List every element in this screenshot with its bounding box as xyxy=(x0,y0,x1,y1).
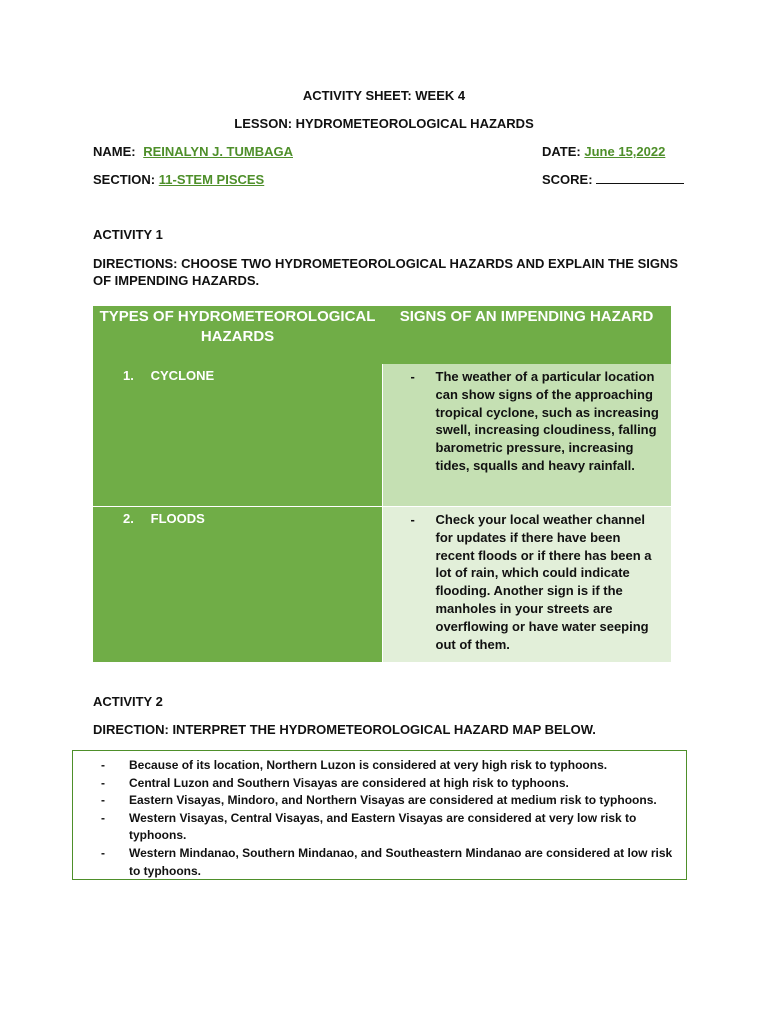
hazard-sign-text: The weather of a particular location can show signs of the approaching tropical cyclone, such as increasing swell, increasing cloudiness, falling barometric pressure, increasing tides, squalls and heavy rainfall. xyxy=(435,369,659,473)
activity1-directions-line1: DIRECTIONS: CHOOSE TWO HYDROMETEOROLOGICAL HAZARDS AND EXPLAIN THE SIGNS xyxy=(93,256,679,271)
list-item-text: Western Mindanao, Southern Mindanao, and Southeastern Mindanao are considered at low risk to typhoons. xyxy=(129,845,673,878)
list-item-text: Eastern Visayas, Mindoro, and Northern Visayas are considered at medium risk to typhoons. xyxy=(129,793,657,808)
list-item-text: Because of its location, Northern Luzon is considered at very high risk to typhoons. xyxy=(129,758,608,772)
score-label: SCORE: xyxy=(542,172,593,187)
bullet-dash: - xyxy=(101,793,105,808)
list-item-text: Central Luzon and Southern Visayas are considered at high risk to typhoons. xyxy=(129,775,569,790)
lesson-title: LESSON: HYDROMETEOROLOGICAL HAZARDS xyxy=(234,116,534,131)
activity2-direction: DIRECTION: INTERPRET THE HYDROMETEOROLOGICAL HAZARD MAP BELOW. xyxy=(93,722,596,737)
hazards-table xyxy=(93,306,671,662)
date-value: June 15,2022 xyxy=(584,144,666,159)
hazard-type: FLOODS xyxy=(150,511,205,526)
bullet-dash: - xyxy=(101,810,105,825)
bullet-dash: - xyxy=(101,845,105,860)
activity2-heading: ACTIVITY 2 xyxy=(93,694,163,709)
table-row xyxy=(93,364,671,507)
list-item xyxy=(101,792,686,810)
name-label: NAME: xyxy=(93,144,136,159)
hazard-sign-text: Check your local weather channel for updates if there have been recent floods or if there has been a lot of rain, which could indicate flooding. Another sign is if the manholes in your streets are overflowing or have water seeping out of them. xyxy=(435,512,652,652)
interpretation-list xyxy=(73,751,686,880)
list-item xyxy=(101,757,686,775)
list-item xyxy=(101,845,686,880)
date-label: DATE: xyxy=(542,144,581,159)
hazard-type-cell xyxy=(93,364,382,507)
bullet-dash: - xyxy=(410,512,415,527)
header-types-line1: TYPES OF HYDROMETEOROLOGICAL xyxy=(99,308,376,325)
bullet-dash: - xyxy=(101,775,105,790)
table-header-row xyxy=(93,306,671,364)
list-item xyxy=(101,810,686,845)
activity1-directions-line2: OF IMPENDING HAZARDS. xyxy=(93,273,260,288)
name-value: REINALYN J. TUMBAGA xyxy=(143,144,293,159)
activity1-heading: ACTIVITY 1 xyxy=(93,227,163,242)
hazard-sign-cell xyxy=(382,507,671,663)
interpretation-box xyxy=(72,750,687,880)
hazard-sign-cell xyxy=(382,364,671,507)
score-blank-line xyxy=(596,173,684,184)
header-signs-text: SIGNS OF AN IMPENDING HAZARD xyxy=(399,308,654,325)
sheet-title: ACTIVITY SHEET: WEEK 4 xyxy=(302,88,466,103)
hazard-type-cell xyxy=(93,507,382,663)
header-types xyxy=(93,306,382,364)
name-row xyxy=(93,144,293,159)
section-label: SECTION: xyxy=(93,172,156,187)
score-row xyxy=(542,172,684,187)
header-types-line2: HAZARDS xyxy=(200,328,275,345)
list-item xyxy=(101,775,686,793)
header-signs xyxy=(382,306,671,364)
bullet-dash: - xyxy=(410,369,415,384)
list-item-text: Western Visayas, Central Visayas, and Eastern Visayas are considered at very low risk to typhoons. xyxy=(129,810,637,843)
bullet-dash: - xyxy=(101,758,105,772)
date-row xyxy=(542,144,665,159)
section-row xyxy=(93,172,264,187)
hazard-type: CYCLONE xyxy=(150,368,215,383)
hazard-number: 2. xyxy=(123,511,134,526)
hazard-number: 1. xyxy=(123,368,134,383)
table-row xyxy=(93,507,671,663)
section-value: 11-STEM PISCES xyxy=(158,172,265,187)
